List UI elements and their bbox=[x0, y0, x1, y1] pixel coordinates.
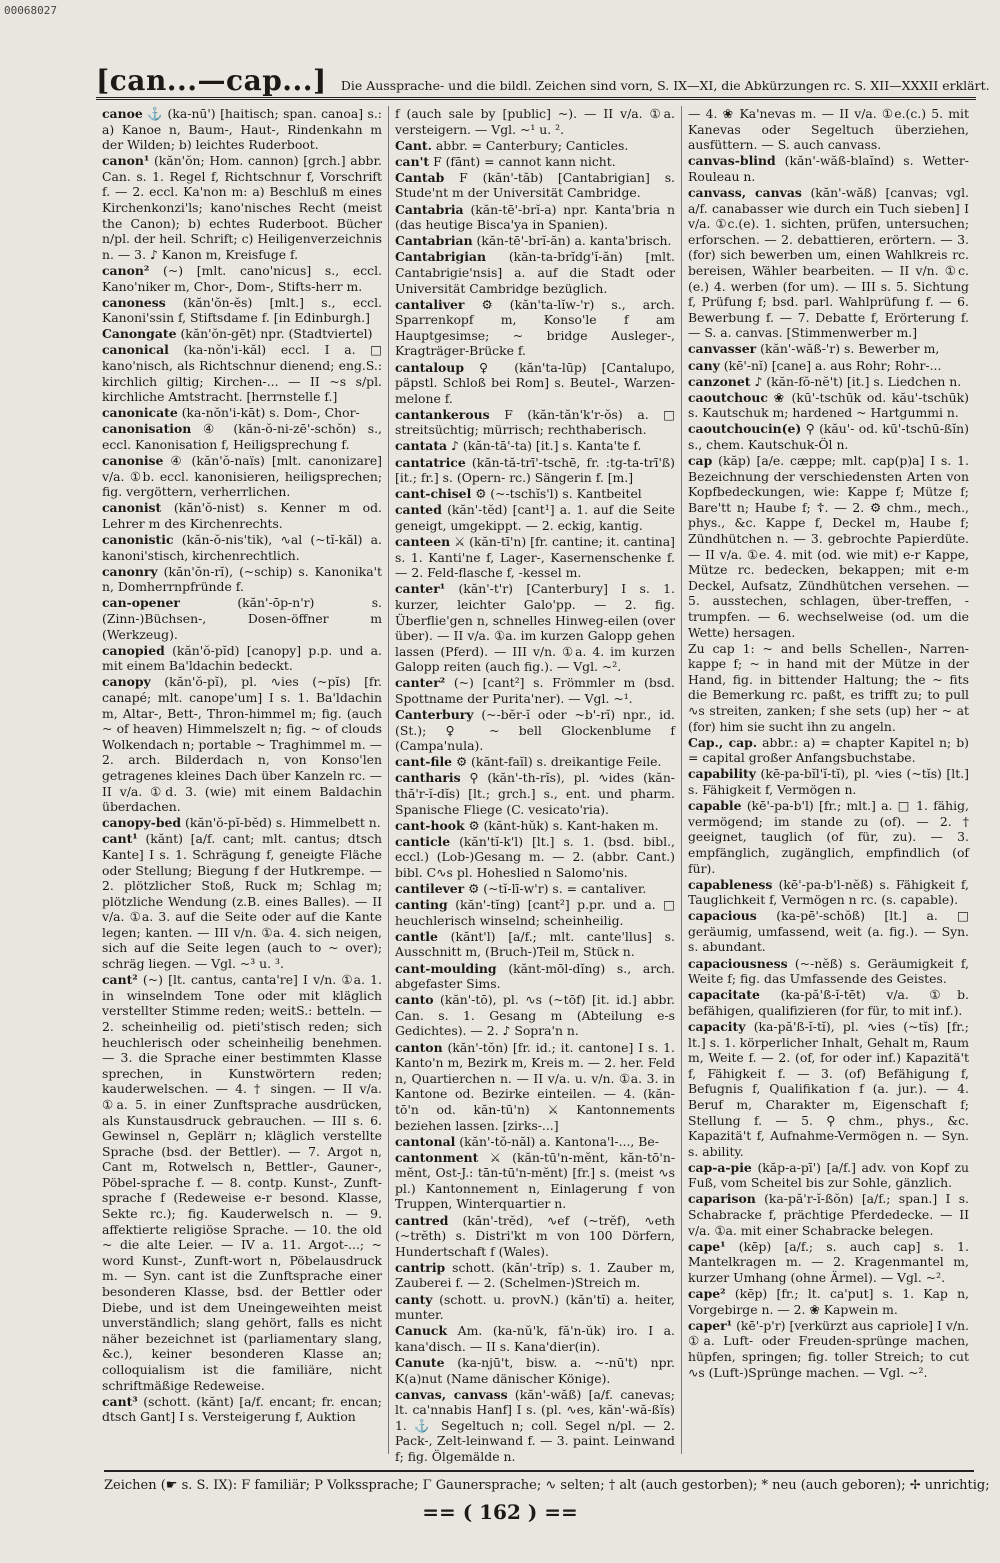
dictionary-entry bbox=[395, 138, 675, 154]
entry-definition: (kē'-pa-b'l-nĕß) s. Fähigkeit f, Tauglichkeit f, Vermögen n rc. (s. capable). bbox=[688, 876, 969, 908]
dictionary-entry bbox=[395, 897, 675, 928]
entry-headword: cantatrice bbox=[395, 454, 466, 470]
entry-headword: canonical bbox=[102, 342, 169, 358]
entry-headword: cant³ bbox=[102, 1393, 138, 1409]
dictionary-entry bbox=[102, 595, 382, 642]
dictionary-entry bbox=[395, 1213, 675, 1260]
entry-definition: (ka-nŏn'i-kāt) s. Dom-, Chor- bbox=[181, 405, 360, 421]
entry-definition: (kăn'-wăß-'r) s. Bewerber m, bbox=[760, 341, 940, 357]
entry-definition: (kăn'tĭ-k'l) [lt.] s. 1. (bsd. bibl., eccl.) (Lob-)Gesang m. — 2. (abbr. Cant.) bibl. C∿s pl. Hoheslied n Salomo'nis. bbox=[395, 833, 675, 880]
dictionary-entry bbox=[102, 500, 382, 531]
entry-headword: cant-file bbox=[395, 754, 453, 770]
entry-headword: canty bbox=[395, 1291, 433, 1307]
entry-headword: capacity bbox=[688, 1018, 746, 1034]
entry-headword: canzonet bbox=[688, 373, 751, 389]
entry-definition: (kăn'-wăß-blaĭnd) s. Wetter-Rouleau n. bbox=[688, 153, 969, 184]
entry-definition: (kănt) [a/f. cant; mlt. cantus; dtsch Kante] I s. 1. Schrägung f, geneigte Fläche oder Stellung; Biegung f der Hutkrempe. — 2. plötzlicher Stoß, Ruck m; Schlag m; plötzliche Wendung (z.B. eines Balles). — II v/a. ①a. 3. auf die Seite oder auf die Kante legen; kanten. — III v/n. ①a. 4. sich neigen, sich auf die Seite legen (auch to ~ over); schräg liegen. — Vgl. ~³ u. ³. bbox=[102, 831, 382, 972]
dictionary-entry bbox=[688, 1019, 969, 1159]
entry-definition: (kăn'ŏ-pĭd) [canopy] p.p. und a. mit einem Ba'ldachin bedeckt. bbox=[102, 642, 382, 674]
entry-headword: capability bbox=[688, 766, 756, 782]
dictionary-entry bbox=[688, 987, 969, 1018]
entry-headword: cantaloup bbox=[395, 359, 464, 375]
dictionary-columns bbox=[96, 106, 976, 1464]
entry-headword: cany bbox=[688, 357, 720, 373]
entry-definition: (kăn'-tŏ-năl) a. Kantona'l-..., Be- bbox=[459, 1133, 659, 1149]
entry-definition: ❀ (kū'-tschūk od. kău'-tschūk) s. Kautschuk m; hardened ~ Hartgummi n. bbox=[688, 389, 969, 421]
dictionary-entry bbox=[102, 295, 382, 326]
dictionary-entry bbox=[102, 326, 382, 342]
dictionary-entry bbox=[102, 153, 382, 262]
entry-definition: (kăn'-wăß) [canvas; vgl. a/f. canabasser wie durch ein Tuch sieben] I v/a. ①c.(e). 1. sichten, prüfen, untersuchen; erforschen. — 2. debattieren, erörtern. — 3. (for) sich bewerben um, einen Wahlkreis rc. bereisen, Wähler bearbeiten. — II v/n. ①c.(e.) 4. werben (for um). — III s. 5. Sichtung f, Prüfung f; bsd. parl. Wahlprüfung f. — 6. Bewerbung f. — 7. Debatte f, Erörterung f. — S. a. canvas. [Stimmenwerber m.] bbox=[688, 184, 969, 341]
entry-definition: (kăn'-ōp-n'r) s. (Zinn-)Büchsen-, Dosen-öffner m (Werkzeug). bbox=[102, 595, 382, 642]
entry-headword: canon¹ bbox=[102, 153, 150, 169]
entry-headword: canonisation bbox=[102, 421, 192, 437]
dictionary-entry bbox=[395, 170, 675, 201]
dictionary-entry bbox=[395, 1260, 675, 1291]
entry-headword: capable bbox=[688, 798, 742, 814]
entry-headword: Canute bbox=[395, 1354, 445, 1370]
entry-headword: canvas, canvass bbox=[395, 1386, 508, 1402]
entry-definition: (kăn'ŏn-rĭ), (~schip) s. Kanonika't n, Domherrnpfründe f. bbox=[102, 563, 382, 595]
entry-headword: canoness bbox=[102, 294, 166, 310]
entry-headword: cant¹ bbox=[102, 831, 138, 847]
dictionary-entry bbox=[688, 453, 969, 640]
entry-definition: ⚙ (kănt-faĭl) s. dreikantige Feile. bbox=[456, 754, 662, 770]
entry-headword: Cant. bbox=[395, 137, 432, 153]
entry-definition: (schott. u. provN.) (kăn'tĭ) a. heiter, munter. bbox=[395, 1291, 675, 1323]
entry-definition: (kăn'-trĕd), ∿ef (~trĕf), ∿eth (~trĕth) s. Distri'kt m von 100 Dörfern, Hundertschaft f (Wales). bbox=[395, 1212, 675, 1259]
entry-definition: (~) [lt. cantus, canta're] I v/n. ①a. 1. in winselndem Tone oder mit kläglich verstellter Stimme reden; weitS.: betteln. — 2. scheinheilig od. pieti'stisch reden; sich heuchlerisch oder scheinheilig benehmen. — 3. die Sprache einer bestimmten Klasse sprechen, in Kunstwörtern reden; kauderwelschen. — 4. † singen. — II v/a. ①a. 5. in einer Zunftsprache ausdrücken, als Kunstausdruck gebrauchen. — III s. 6. Gewinsel n, Geplärr n; kläglich verstellte Sprache (bsd. der Bettler). — 7. Argot n, Cant m, Rotwelsch n, Bettler-, Gauner-, Pöbel-sprache f. — 8. contp. Kunst-, Zunft-sprache f (Redeweise e-r besond. Klasse, Sekte rc.); fig. Kauderwelsch n. — 9. affektierte religiöse Sprache. — 10. the old ~ die alte Leier. — IV a. 11. Argot-...; ~ word Kunst-, Zunft-wort n, Pöbelausdruck m. — Syn. cant ist die Zunftsprache einer besonderen Klasse, bsd. der Bettler oder Diebe, und ist dem Uneingeweihten meist unverständlich; slang gehört, falls es nicht näher bezeichnet ist (parliamentary slang, &c.), keiner besonderen Klasse an; colloquialism ist die familiäre, nicht schriftmäßige Redeweise. bbox=[102, 972, 382, 1393]
entry-headword: canonistic bbox=[102, 532, 174, 548]
entry-definition: (kăn'-tŏn) [fr. id.; it. cantone] I s. 1. Kanto'n m, Bezirk m, Kreis m. — 2. her. Feld n, Quartierchen n. — II v/a. u. v/n. ①a. 3. in Kantone od. Bezirke einteilen. — 4. (kăn-tō'n od. kăn-tū'n) ⚔ Kantonnements beziehen lassen. [zirks-...] bbox=[395, 1039, 675, 1133]
dictionary-entry bbox=[395, 154, 675, 170]
entry-headword: can-opener bbox=[102, 595, 180, 611]
entry-definition: (kăn-tă-trī'-tschē, fr. :tg-ta-trī'ß) [it.; fr.] s. (Opern- rc.) Sängerin f. [m.] bbox=[395, 454, 675, 486]
dictionary-entry bbox=[688, 153, 969, 184]
entry-definition: (ka-pă'ß-ĭ-tēt) v/a. ①b. befähigen, qualifizieren (for für, to mit inf.). bbox=[688, 987, 969, 1018]
entry-headword: Cantab bbox=[395, 169, 445, 185]
entry-headword: Canterbury bbox=[395, 707, 474, 723]
dictionary-entry bbox=[395, 486, 675, 502]
entry-headword: cantata bbox=[395, 438, 448, 454]
entry-definition: (kăn-tē'-brĭ-ăn) a. kanta'brisch. bbox=[476, 233, 672, 249]
entry-headword: capacitate bbox=[688, 987, 760, 1003]
entry-definition: (kăn'ŏ-pĭ-bĕd) s. Himmelbett n. bbox=[185, 815, 381, 831]
entry-definition: ④ (kăn'ŏ-naïs) [mlt. canonizare] v/a. ①b. eccl. kanonisieren, heiligsprechen; fig. vergöttern, verherrlichen. bbox=[102, 453, 382, 500]
entry-definition: ♪ (kăn-tā'-ta) [it.] s. Kanta'te f. bbox=[451, 438, 642, 454]
dictionary-entry bbox=[102, 674, 382, 814]
dictionary-entry bbox=[688, 908, 969, 955]
dictionary-entry bbox=[102, 263, 382, 294]
entry-definition: ⚙ (kăn'ta-lĭw-'r) s., arch. Sparrenkopf m, Konso'le f am Hauptgesimse; ~ bridge Ausleger-, Kragträger-Brücke f. bbox=[395, 296, 675, 359]
dictionary-entry bbox=[688, 374, 969, 390]
entry-definition: (kēp) [a/f.; s. auch cap] s. 1. Mantelkragen m. — 2. Kragenmantel m, kurzer Umhang (ohne Ärmel). — Vgl. ~². bbox=[688, 1238, 969, 1285]
entry-headword: caoutchoucin(e) bbox=[688, 421, 802, 437]
entry-definition: (kăn'ŏ-nist) s. Kenner m od. Lehrer m des Kirchenrechts. bbox=[102, 500, 382, 531]
entry-headword: cantrip bbox=[395, 1259, 446, 1275]
dictionary-entry bbox=[688, 1239, 969, 1286]
entry-definition: (~-bĕr-ĭ oder ~b'-rĭ) npr., id. (St.); ♀ ~ bell Glockenblume f (Campa'nula). bbox=[395, 707, 675, 754]
entry-definition: (kănt-mōl-dĭng) s., arch. abgefaster Sims. bbox=[395, 960, 675, 992]
entry-headword: canon² bbox=[102, 262, 150, 278]
dictionary-entry bbox=[688, 106, 969, 153]
dictionary-entry bbox=[395, 1323, 675, 1354]
dictionary-entry bbox=[395, 407, 675, 438]
column-left bbox=[96, 106, 389, 1454]
dictionary-entry bbox=[395, 233, 675, 249]
entry-definition: F (fānt) = cannot kann nicht. bbox=[433, 153, 616, 169]
entry-headword: cantankerous bbox=[395, 406, 490, 422]
entry-definition: (kăn'-tĭng) [cant²] p.pr. und a. □ heuchlerisch winselnd; scheinheilig. bbox=[395, 897, 675, 928]
entry-headword: capaciousness bbox=[688, 955, 788, 971]
entry-headword: caoutchouc bbox=[688, 389, 768, 405]
entry-definition: (kē'-pa-b'l) [fr.; mlt.] a. □ 1. fähig, vermögend; im stande zu (of). — 2. † geeignet, tauglich (of für, zu). — 3. empfänglich, zugänglich, empfindlich (of für). bbox=[688, 798, 969, 876]
dictionary-entry bbox=[395, 707, 675, 754]
entry-headword: canonry bbox=[102, 563, 158, 579]
entry-headword: canteen bbox=[395, 534, 451, 550]
entry-definition: abbr.: a) = chapter Kapitel n; b) = capital großer Anfangsbuchstabe. bbox=[688, 734, 969, 766]
dictionary-entry bbox=[102, 831, 382, 971]
entry-definition: (kăn'-tō), pl. ∿s (~tōf) [it. id.] abbr. Can. s. 1. Gesang m (Abteilung e-s Gedichtes). — 2. ♪ Sopra'n n. bbox=[395, 992, 675, 1039]
dictionary-entry bbox=[395, 961, 675, 992]
entry-definition: (schott. (kănt) [a/f. encant; fr. encan; dtsch Gant] I s. Versteigerung f, Auktion bbox=[102, 1393, 382, 1425]
dictionary-entry bbox=[688, 798, 969, 876]
entry-definition: (kăn'ŏ-pĭ), pl. ∿ies (~pĭs) [fr. canapé; mlt. canope'um] I s. 1. Ba'ldachin m, Altar-, Bett-, Thron-himmel m; fig. (auch ~ of heaven) Himmelszelt n; fig. ~ of clouds Wolkendach n; portable ~ Traghimmel m. — 2. arch. Bilderdach n, von Konso'len getragenes kleines Dach über Kanzeln rc. — II v/a. ①d. 3. (wie) mit einem Baldachin überdachen. bbox=[102, 674, 382, 815]
dictionary-entry bbox=[395, 106, 675, 137]
header-note: Die Aussprache- und die bildl. Zeichen sind vorn, S. IX—XI, die Abkürzungen rc. S. XII—XXXII erklärt. bbox=[340, 78, 990, 93]
entry-headword: capacious bbox=[688, 908, 757, 924]
entry-headword: canto bbox=[395, 992, 434, 1008]
entry-headword: cant-hook bbox=[395, 817, 465, 833]
entry-headword: canter² bbox=[395, 675, 446, 691]
entry-headword: cant² bbox=[102, 972, 138, 988]
entry-definition: ♪ (kăn-fŏ-nĕ't) [it.] s. Liedchen n. bbox=[754, 373, 962, 389]
entry-definition: (ka-pē'-schŏß) [lt.] a. □ geräumig, umfassend, weit (a. fig.). — Syn. s. abundant. bbox=[688, 908, 969, 955]
header-title: [can...—cap...] bbox=[96, 64, 327, 97]
dictionary-entry bbox=[395, 1387, 675, 1465]
entry-definition: (~-nĕß) s. Geräumigkeit f, Weite f; fig. das Umfassende des Geistes. bbox=[688, 955, 969, 987]
dictionary-entry bbox=[395, 1150, 675, 1212]
dictionary-entry bbox=[102, 405, 382, 421]
dictionary-entry bbox=[102, 342, 382, 404]
entry-headword: Canuck bbox=[395, 1323, 448, 1339]
entry-definition: F (kăn-tăn'k'r-ŏs) a. □ streitsüchtig; mürrisch; rechthaberisch. bbox=[395, 406, 675, 438]
dictionary-entry bbox=[395, 992, 675, 1039]
entry-headword: cape¹ bbox=[688, 1238, 726, 1254]
entry-definition: (kē-pa-bĭl'ĭ-tĭ), pl. ∿ies (~tĭs) [lt.] s. Fähigkeit f, Vermögen n. bbox=[688, 766, 969, 798]
dictionary-entry bbox=[395, 675, 675, 706]
entry-definition: (kēp) [fr.; lt. ca'put] s. 1. Kap n, Vorgebirge n. — 2. ❀ Kapwein m. bbox=[688, 1286, 969, 1317]
running-header bbox=[96, 64, 990, 100]
entry-definition: (kē'-p'r) [verkürzt aus capriole] I v/n. ①a. Luft- oder Freuden-sprünge machen, hüpfen, springen; fig. toller Streich; to cut ∿s (Luft-)Sprünge machen. — Vgl. ~². bbox=[688, 1317, 969, 1380]
entry-headword: canvasser bbox=[688, 341, 757, 357]
entry-headword: capableness bbox=[688, 876, 773, 892]
dictionary-entry bbox=[395, 834, 675, 881]
column-middle bbox=[389, 106, 682, 1464]
entry-headword: canton bbox=[395, 1039, 443, 1055]
entry-definition: ⚙ (~-tschĭs'l) s. Kantbeitel bbox=[475, 486, 642, 502]
entry-definition: (kăn'-tĕd) [cant¹] a. 1. auf die Seite geneigt, umgekippt. — 2. eckig, kantig. bbox=[395, 502, 675, 533]
entry-definition: (kăn'ŏn-gēt) npr. (Stadtviertel) bbox=[180, 326, 373, 342]
entry-definition: F (kăn'-tăb) [Cantabrigian] s. Stude'nt m der Universität Cambridge. bbox=[395, 169, 675, 201]
entry-headword: canonise bbox=[102, 453, 164, 469]
dictionary-entry bbox=[688, 877, 969, 908]
dictionary-entry bbox=[395, 929, 675, 960]
entry-headword: canting bbox=[395, 897, 448, 913]
entry-definition: (kăn'ŏn; Hom. cannon) [grch.] abbr. Can. s. 1. Regel f, Richtschnur f, Vorschrift f. — 2. eccl. Ka'non m: a) Beschluß m eines Kirchenkonzi'ls; kano'nisches Recht (meist the Canon); b) echtes Ruderboot. Bücher n/pl. der heil. Schrift; c) Heiligenverzeichnis n. — 3. ♪ Kanon m, Kreisfuge f. bbox=[102, 153, 382, 262]
dictionary-entry bbox=[395, 770, 675, 817]
entry-definition: ⚙ (~tĭ-lī-w'r) s. = cantaliver. bbox=[468, 881, 647, 897]
dictionary-entry bbox=[395, 1040, 675, 1134]
entry-headword: canticle bbox=[395, 833, 451, 849]
entry-headword: canvas-blind bbox=[688, 153, 776, 169]
entry-definition: (kăn'ŏn-ĕs) [mlt.] s., eccl. Kanoni'ssin f, Stiftsdame f. [in Edinburgh.] bbox=[102, 294, 382, 326]
entry-definition: (~) [mlt. cano'nicus] s., eccl. Kano'niker m, Chor-, Dom-, Stifts-herr m. bbox=[102, 262, 382, 294]
entry-headword: canoe bbox=[102, 106, 143, 121]
entry-headword: canvass, canvas bbox=[688, 184, 802, 200]
entry-headword: caparison bbox=[688, 1191, 756, 1207]
entry-definition: — 4. ❀ Ka'nevas m. — II v/a. ①e.(c.) 5. mit Kanevas oder Segeltuch überziehen, ausfüttern. — S. auch canvass. bbox=[688, 106, 969, 153]
dictionary-entry bbox=[395, 249, 675, 296]
dictionary-entry bbox=[688, 766, 969, 797]
entry-headword: Cap., cap. bbox=[688, 734, 758, 750]
entry-headword: cantle bbox=[395, 928, 438, 944]
entry-headword: Cantabrigian bbox=[395, 249, 486, 265]
page-number: == ( 162 ) == bbox=[422, 1500, 578, 1524]
entry-headword: canter¹ bbox=[395, 581, 446, 597]
dictionary-entry bbox=[395, 438, 675, 454]
entry-definition: ⚲ (kău'- od. kū'-tschū-ßĭn) s., chem. Kautschuk-Öl n. bbox=[688, 421, 969, 452]
entry-definition: (kăn'-wăß) [a/f. canevas; lt. ca'nnabis Hanf] I s. (pl. ∿es, kăn'-wă-ßĭs) 1. ⚓ Segeltuch n; coll. Segel n/pl. — 2. Pack-, Zelt-leinwand f. — 3. paint. Leinwand f; fig. Ölgemälde n. bbox=[395, 1386, 675, 1464]
dictionary-entry bbox=[102, 1394, 382, 1425]
entry-definition: (kăn-tē'-brĭ-a) npr. Kanta'bria n (das heutige Bisca'ya in Spanien). bbox=[395, 201, 675, 233]
page-id: 00068027 bbox=[4, 4, 57, 17]
entry-definition: (kăn-ŏ-nis'tik), ∿al (~tĭ-kăl) a. kanoni'stisch, kirchenrechtlich. bbox=[102, 532, 382, 563]
entry-definition: (ka-pă'r-ĭ-ßŏn) [a/f.; span.] I s. Schabracke f, prächtige Pferdedecke. — II v/a. ①a. mit einer Schabracke belegen. bbox=[688, 1191, 969, 1238]
dictionary-entry bbox=[395, 534, 675, 581]
entry-definition: (ka-nŏn'i-kăl) eccl. I a. □ kano'nisch, als Richtschnur dienend; eng.S.: kirchlich giltig; Kirchen-... — II ~s s/pl. kirchliche Amtstracht. [herrnstelle f.] bbox=[102, 342, 382, 405]
entry-definition: ⚔ (kăn-tī'n) [fr. cantine; it. cantina] s. 1. Kanti'ne f, Lager-, Kasernenschenke f. — 2. Feld-flasche f, -kessel m. bbox=[395, 534, 675, 581]
dictionary-entry bbox=[395, 818, 675, 834]
entry-headword: cant-moulding bbox=[395, 960, 497, 976]
dictionary-entry bbox=[688, 956, 969, 987]
entry-headword: cantharis bbox=[395, 770, 461, 786]
entry-headword: cantaliver bbox=[395, 296, 465, 312]
dictionary-entry bbox=[688, 1318, 969, 1380]
entry-definition: (kăn'-t'r) [Canterbury] I s. 1. kurzer, leichter Galo'pp. — 2. fig. Überflie'gen n, schnelles Hinweg-eilen (over über). — II v/a. ①a. im kurzen Galopp gehen lassen (Pferd). — III v/n. ①a. 4. im kurzen Galopp reiten (auch fig.). — Vgl. ~². bbox=[395, 581, 675, 675]
dictionary-entry bbox=[102, 564, 382, 595]
entry-definition: ⚓ (ka-nū') [haitisch; span. canoa] s.: a) Kanoe n, Baum-, Haut-, Rindenkahn m der Wilden; b) leichtes Ruderboot. bbox=[102, 106, 382, 153]
entry-headword: canonist bbox=[102, 500, 162, 516]
dictionary-entry bbox=[395, 455, 675, 486]
dictionary-entry bbox=[395, 1355, 675, 1386]
dictionary-entry bbox=[102, 453, 382, 500]
dictionary-entry bbox=[395, 581, 675, 675]
dictionary-entry bbox=[395, 502, 675, 533]
entry-headword: canopy bbox=[102, 674, 151, 690]
entry-definition: abbr. = Canterbury; Canticles. bbox=[435, 137, 629, 153]
entry-headword: canonicate bbox=[102, 405, 178, 421]
entry-definition: (ka-njū't, bisw. a. ~-nū't) npr. K(a)nut (Name dänischer Könige). bbox=[395, 1354, 675, 1386]
entry-headword: cantonment bbox=[395, 1149, 479, 1165]
entry-headword: Cantabrian bbox=[395, 233, 473, 249]
entry-headword: cap-a-pie bbox=[688, 1159, 752, 1175]
dictionary-entry bbox=[688, 341, 969, 357]
column-right bbox=[682, 106, 975, 1454]
dictionary-entry bbox=[688, 358, 969, 374]
entry-definition: Am. (ka-nŭ'k, fă'n-ŭk) iro. I a. kana'disch. — II s. Kana'dier(in). bbox=[395, 1323, 675, 1354]
dictionary-entry bbox=[688, 735, 969, 766]
dictionary-entry bbox=[395, 1134, 675, 1150]
dictionary-entry bbox=[102, 532, 382, 563]
entry-headword: cant-chisel bbox=[395, 486, 472, 502]
entry-definition: (kăp) [a/e. cæppe; mlt. cap(p)a] I s. 1. Bezeichnung der verschiedensten Arten von Kopfbedeckungen, wie: Kappe f; Mütze f; Bare'tt n; Haube f; ☦. — 2. ⚙ chm., mech., phys., &c. Kappe f, Deckel m, Haube f; Zündhütchen n. — 3. gebrochte Papierdüte. — II v/a. ①e. 4. mit (od. wie mit) e-r Kappe, Mütze rc. bedecken, bekappen; mit e-m Deckel, Aufsatz, Zündhütchen versehen. — 5. ausstechen, schlagen, über-treffen, -trumpfen. — 6. wechselweise (od. um die Wette) hersagen. bbox=[688, 453, 969, 640]
entry-definition: ⚲ (kăn'-th-rĭs), pl. ∿ides (kăn-thă'r-ĭ-dĭs) [lt.; grch.] s., ent. und pharm. Spanische Fliege (C. vesicato'ria). bbox=[395, 770, 675, 817]
dictionary-entry bbox=[102, 972, 382, 1393]
entry-headword: canopied bbox=[102, 642, 165, 658]
dictionary-entry bbox=[688, 185, 969, 341]
entry-headword: cantred bbox=[395, 1212, 449, 1228]
entry-headword: canted bbox=[395, 502, 442, 518]
dictionary-entry bbox=[395, 1292, 675, 1323]
entry-headword: cantilever bbox=[395, 881, 465, 897]
dictionary-entry bbox=[395, 297, 675, 359]
dictionary-entry bbox=[102, 815, 382, 831]
entry-headword: cape² bbox=[688, 1286, 726, 1302]
dictionary-entry bbox=[688, 1286, 969, 1317]
entry-definition: (ka-pă'ß-ĭ-tĭ), pl. ∿ies (~tĭs) [fr.; lt.] s. 1. körperlicher Inhalt, Gehalt m, Raum m, Weite f. — 2. (of, for oder inf.) Kapazitä't f, Fähigkeit f. — 3. (of) Befähigung f, Befugnis f, Qualifikation f (a. jur.). — 4. Beruf m, Charakter m, Eigenschaft f; Stellung f. — 5. ⚲ chm., phys., &c. Kapazitä't f, Aufnahme-Vermögen n. — Syn. s. ability. bbox=[688, 1018, 969, 1159]
entry-definition: (kăn-ta-brĭdg'ĭ-ăn) [mlt. Cantabrigie'nsis] a. auf die Stadt oder Universität Cambridge bezüglich. bbox=[395, 249, 675, 296]
entry-definition: (~) [cant²] s. Frömmler m (bsd. Spottname der Purita'ner). — Vgl. ~¹. bbox=[395, 675, 675, 706]
dictionary-entry bbox=[395, 360, 675, 407]
dictionary-entry bbox=[688, 1191, 969, 1238]
dictionary-entry bbox=[102, 643, 382, 674]
footer-legend: Zeichen (☛ s. S. IX): F familiär; P Volkssprache; Γ Gaunersprache; ∿ selten; † alt (auch gestorben); * neu (auch geboren); ✢ unrichtig; bbox=[104, 1470, 974, 1493]
dictionary-entry bbox=[395, 754, 675, 770]
entry-definition: (kăp-a-pī') [a/f.] adv. von Kopf zu Fuß, vom Scheitel bis zur Sohle, gänzlich. bbox=[688, 1159, 969, 1191]
entry-headword: Cantabria bbox=[395, 201, 464, 217]
dictionary-entry bbox=[102, 421, 382, 452]
dictionary-entry bbox=[102, 106, 382, 153]
entry-definition: f (auch sale by [public] ~). — II v/a. ①a. versteigern. — Vgl. ~¹ u. ². bbox=[395, 106, 675, 137]
entry-headword: canopy-bed bbox=[102, 815, 182, 831]
dictionary-entry bbox=[688, 421, 969, 452]
entry-headword: caper¹ bbox=[688, 1317, 733, 1333]
entry-definition: ⚔ (kăn-tū'n-mĕnt, kăn-tō'n-mĕnt, Ost-J.: tān-tū'n-mĕnt) [fr.] s. (meist ∿s pl.) Kantonnement n, Einlagerung f von Truppen, Winterquartier n. bbox=[395, 1149, 675, 1212]
entry-definition: ♀ (kăn'ta-lūp) [Cantalupo, päpstl. Schloß bei Rom] s. Beutel-, Warzen-melone f. bbox=[395, 359, 675, 406]
entry-definition: ⚙ (kănt-hŭk) s. Kant-haken m. bbox=[468, 817, 659, 833]
entry-definition: Zu cap 1: ~ and bells Schellen-, Narren-kappe f; ~ in hand mit der Mütze in der Hand, fig. in bittender Haltung; the ~ fits die Bemerkung rc. paßt, es trifft zu; to pull ∿s streiten, zanken; f she sets (up) her ~ at (for) him sie sucht ihn zu angeln. bbox=[688, 640, 969, 734]
dictionary-entry bbox=[688, 390, 969, 421]
entry-headword: can't bbox=[395, 153, 430, 169]
entry-definition: (kănt'l) [a/f.; mlt. cante'llus] s. Ausschnitt m, (Bruch-)Teil m, Stück n. bbox=[395, 928, 675, 960]
dictionary-entry bbox=[688, 641, 969, 735]
dictionary-entry bbox=[688, 1160, 969, 1191]
entry-headword: Canongate bbox=[102, 326, 177, 342]
dictionary-entry bbox=[395, 881, 675, 897]
entry-definition: schott. (kăn'-trĭp) s. 1. Zauber m, Zauberei f. — 2. (Schelmen-)Streich m. bbox=[395, 1259, 675, 1291]
dictionary-entry bbox=[395, 202, 675, 233]
entry-definition: ④ (kăn-ŏ-ni-zē'-schŏn) s., eccl. Kanonisation f, Heiligsprechung f. bbox=[102, 421, 382, 452]
entry-headword: cantonal bbox=[395, 1133, 456, 1149]
entry-definition: (kē'-nĭ) [cane] a. aus Rohr; Rohr-... bbox=[723, 357, 942, 373]
entry-headword: cap bbox=[688, 453, 713, 469]
